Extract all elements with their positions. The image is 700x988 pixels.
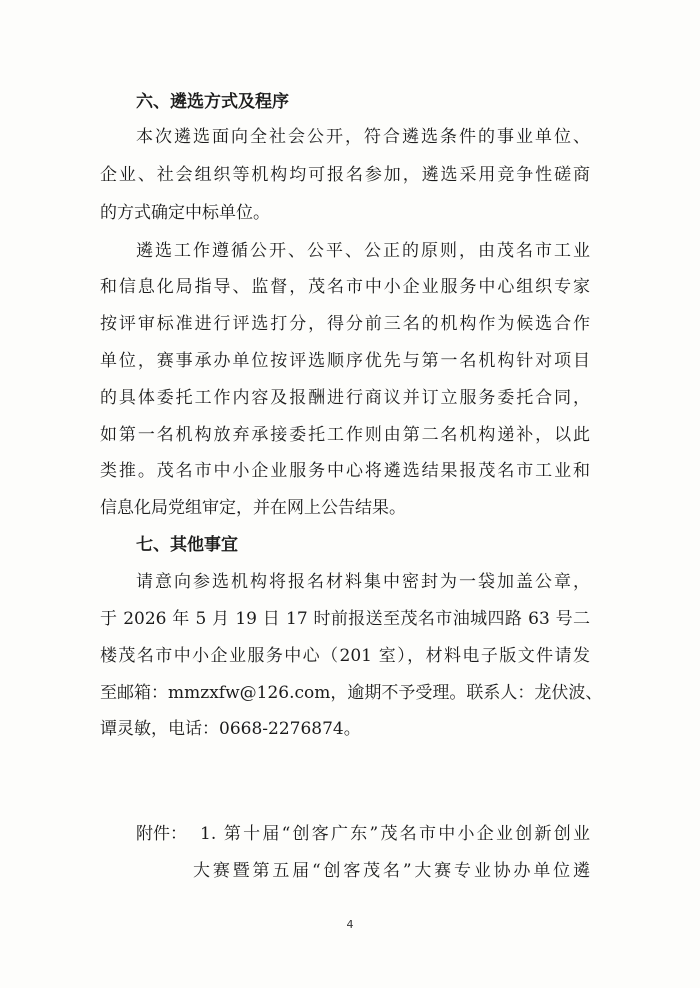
section-7-para1-line4: 至邮箱：mmzxfw@126.com，逾期不予受理。联系人：龙伏波、 (100, 683, 603, 703)
section-7-heading: 七、其他事宜 (136, 535, 238, 555)
page-number: 4 (346, 918, 354, 931)
section-6-para2-line3: 按评审标准进行评选打分，得分前三名的机构作为候选合作 (100, 314, 590, 334)
section-7-para1-line1: 请意向参选机构将报名材料集中密封为一袋加盖公章， (136, 572, 590, 592)
attachment-line2: 大赛暨第五届“创客茂名”大赛专业协办单位遴 (193, 861, 590, 881)
section-6-para2-line2: 和信息化局指导、监督，茂名市中小企业服务中心组织专家 (100, 277, 590, 297)
section-6-para1-line1: 本次遴选面向全社会公开，符合遴选条件的事业单位、 (136, 127, 590, 147)
attachment-line1: 1. 第十届“创客广东”茂名市中小企业创新创业 (200, 824, 590, 844)
section-6-heading: 六、遴选方式及程序 (136, 92, 289, 112)
section-6-para2-line1: 遴选工作遵循公开、公平、公正的原则，由茂名市工业 (136, 241, 590, 261)
attachment-label: 附件： (136, 824, 187, 844)
section-6-para2-line5: 的具体委托工作内容及报酬进行商议并订立服务委托合同， (100, 388, 590, 408)
section-7-para1-line3: 楼茂名市中小企业服务中心（201 室），材料电子版文件请发 (100, 646, 590, 666)
section-6-para2-line6: 如第一名机构放弃承接委托工作则由第二名机构递补，以此 (100, 425, 590, 445)
section-7-para1-line2: 于 2026 年 5 月 19 日 17 时前报送至茂名市油城四路 63 号二 (100, 609, 590, 629)
section-6-para2-line8: 信息化局党组审定，并在网上公告结果。 (100, 498, 406, 518)
section-6-para2-line4: 单位，赛事承办单位按评选顺序优先与第一名机构针对项目 (100, 351, 590, 371)
section-6-para1-line2: 企业、社会组织等机构均可报名参加，遴选采用竞争性磋商 (100, 165, 590, 185)
section-6-para2-line7: 类推。茂名市中小企业服务中心将遴选结果报茂名市工业和 (100, 461, 590, 481)
section-7-para1-line5: 谭灵敏，电话：0668-2276874。 (100, 719, 361, 739)
section-6-para1-line3: 的方式确定中标单位。 (100, 203, 270, 223)
